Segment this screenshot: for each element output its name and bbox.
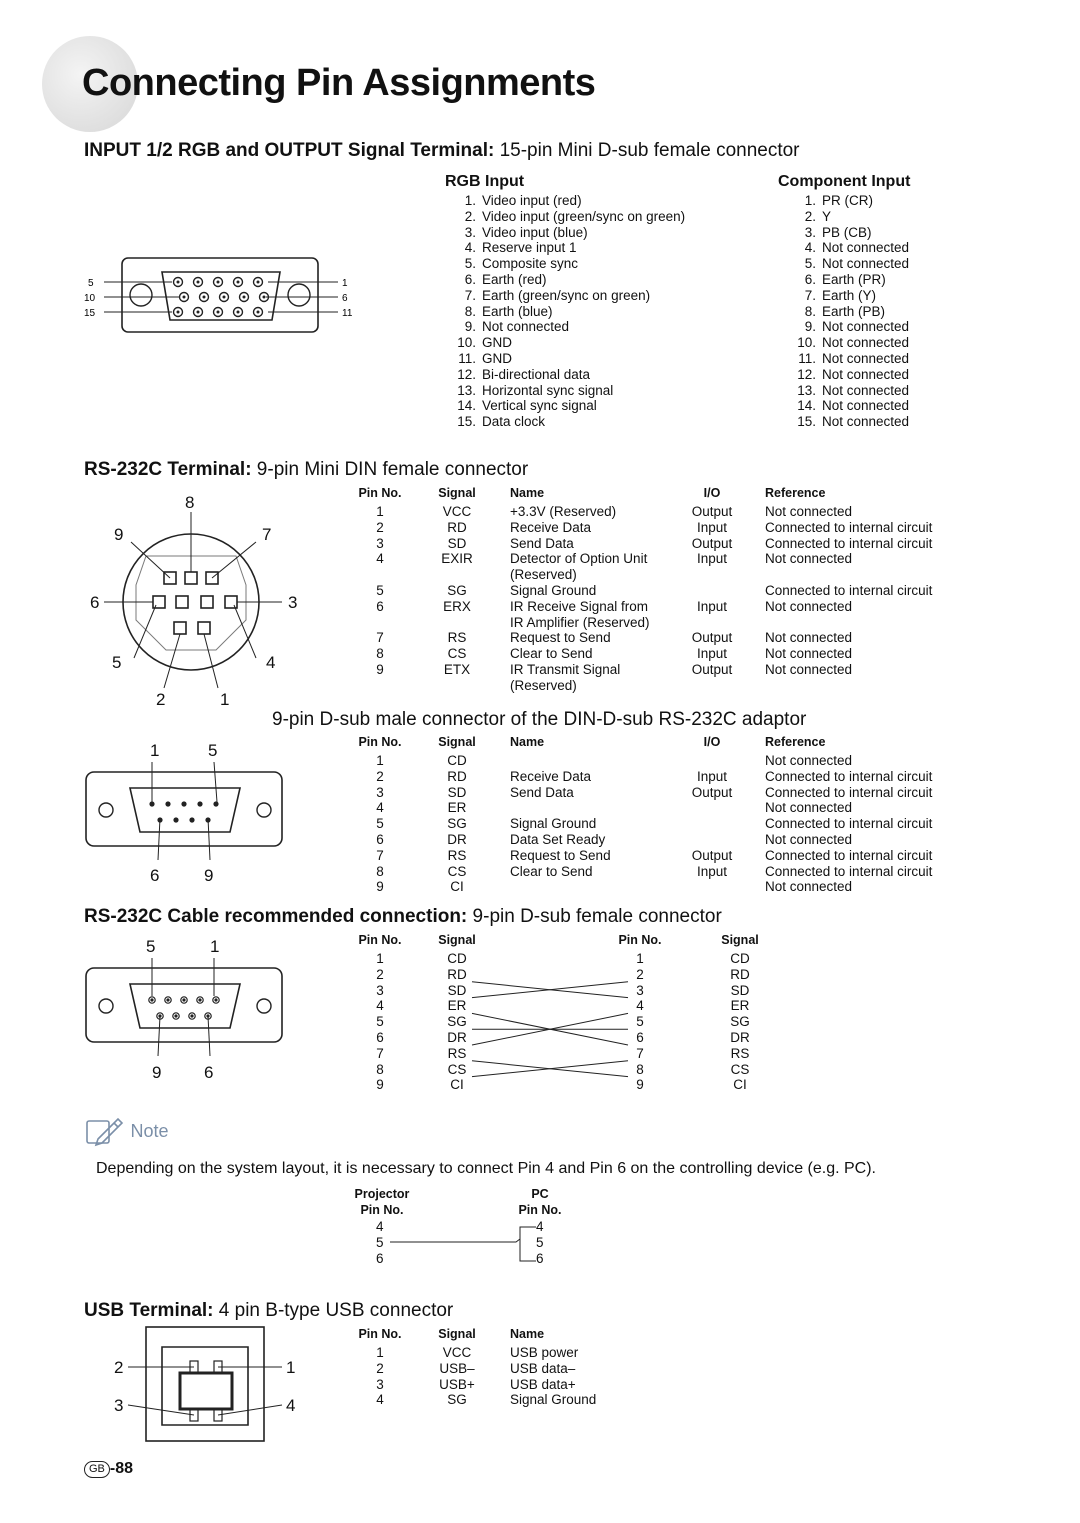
cable-cell: 6: [376, 1030, 384, 1045]
cable-cell: 5: [376, 1014, 384, 1030]
rgb-input-item-label: Not connected: [482, 319, 570, 335]
cable-cell: 4: [636, 998, 644, 1014]
cable-cell: 1: [636, 951, 644, 966]
cable-heading-bold: RS-232C Cable recommended connection:: [84, 906, 468, 927]
rs232-din-header: Signal: [438, 486, 476, 500]
component-input-item-label: PB (CB): [822, 224, 872, 240]
dsub-adaptor-cell: 9: [376, 879, 384, 895]
component-input-item-number: 5.: [804, 256, 816, 272]
vga-label-5: 5: [88, 278, 94, 289]
din-label-9: 9: [114, 525, 124, 544]
cable-cell: 8: [376, 1061, 384, 1077]
dsub-adaptor-cell: SG: [447, 816, 467, 832]
region-badge: GB: [84, 1461, 110, 1478]
cable-cell: SD: [447, 982, 467, 998]
rgb-input-item-label: GND: [482, 335, 512, 351]
vga-label-1: 1: [342, 278, 348, 289]
rs232-din-cell: Output: [691, 630, 733, 646]
usb-label-4: 4: [286, 1396, 296, 1415]
rgb-input-item: [446, 367, 685, 383]
dsub-adaptor-cell: CS: [447, 863, 467, 879]
vga-heading: [84, 140, 800, 162]
usb-cell: 1: [376, 1345, 384, 1360]
rs232-din-cell: Input: [696, 598, 728, 614]
dsub-male-diagram: [84, 740, 284, 895]
dsub-adaptor-cell: DR: [447, 832, 467, 847]
usb-label-1: 1: [286, 1358, 296, 1377]
rgb-input-item-label: Bi-directional data: [482, 366, 591, 382]
rgb-input-item-label: Video input (green/sync on green): [482, 208, 686, 224]
component-input-item: [786, 240, 909, 256]
component-input-list: [786, 193, 909, 430]
dsub-adaptor-cell: 6: [376, 832, 384, 847]
cable-cell: DR: [447, 1030, 467, 1045]
component-input-item: [786, 383, 909, 399]
rs232-din-heading-bold: RS-232C Terminal:: [84, 459, 252, 480]
projector-pin: 6: [376, 1250, 384, 1266]
usb-cell: 2: [376, 1360, 384, 1376]
rs232-din-cell: 8: [376, 646, 384, 662]
cable-cell: CD: [730, 951, 750, 966]
cable-cell: SD: [730, 982, 750, 998]
cable-cell: SG: [730, 1014, 750, 1030]
component-input-item: [786, 256, 909, 272]
rgb-input-item: [446, 398, 685, 414]
cable-cell: 8: [636, 1061, 644, 1077]
component-input-item-number: 8.: [804, 303, 816, 319]
cable-cell: 2: [376, 966, 384, 982]
rgb-input-item: [446, 383, 685, 399]
dsub-adaptor-cell: RS: [447, 847, 467, 863]
rgb-input-title: RGB Input: [445, 173, 525, 190]
pc-pin: 4: [536, 1219, 544, 1234]
cable-cell: RD: [730, 966, 750, 982]
rgb-input-item: [446, 209, 685, 225]
component-input-item-number: 12.: [797, 366, 816, 382]
rgb-input-item-label: Video input (blue): [482, 224, 588, 240]
component-input-item-label: Not connected: [822, 319, 910, 335]
pc-header-line2: Pin No.: [518, 1203, 562, 1217]
note-label: Note: [130, 1121, 169, 1142]
rs232-din-cell: 9: [376, 662, 384, 677]
component-input-item-label: Earth (PR): [822, 271, 886, 287]
component-input-item-label: Not connected: [822, 240, 910, 256]
usb-heading-rest: 4 pin B-type USB connector: [213, 1300, 454, 1321]
projector-header: [346, 1186, 418, 1218]
dsub-female-pins: [149, 997, 219, 1019]
cable-cell: 3: [376, 982, 384, 998]
cable-heading: [84, 906, 722, 928]
component-input-title: Component Input: [778, 173, 911, 190]
projector-header-line2: Pin No.: [360, 1203, 404, 1217]
rs232-din-cell: Output: [691, 662, 733, 677]
cable-cell: RS: [730, 1045, 750, 1061]
rgb-input-item: [446, 319, 685, 335]
rgb-input-item: [446, 272, 685, 288]
usb-heading-bold: USB Terminal:: [84, 1300, 214, 1321]
din-label-5: 5: [112, 653, 122, 672]
dsub-adaptor-cell: 8: [376, 863, 384, 879]
cable-cell: 5: [636, 1014, 644, 1030]
cable-cell: CD: [447, 951, 467, 966]
rgb-input-item-number: 6.: [464, 271, 476, 287]
rgb-input-item-label: Video input (red): [482, 193, 582, 208]
page-title: Connecting Pin Assignments: [82, 62, 596, 104]
rs232-din-cell: 3: [376, 535, 384, 551]
projector-pins: [376, 1219, 384, 1266]
component-input-item: [786, 319, 909, 335]
usb-header: Pin No.: [358, 1327, 402, 1341]
dsub-adaptor-cell: 4: [376, 800, 384, 816]
rs232-din-cell: 7: [376, 630, 384, 646]
cable-cell: 7: [376, 1045, 384, 1061]
rgb-input-item-number: 9.: [464, 319, 476, 335]
pc-loopback-wiring: [390, 1219, 540, 1269]
rs232-din-cell: 5: [376, 583, 384, 598]
dsub-adaptor-cell: Output: [691, 847, 733, 863]
rgb-input-item-number: 5.: [464, 256, 476, 272]
rs232-din-cell: Input: [696, 646, 728, 662]
rs232-din-cell: CS: [447, 646, 467, 662]
component-input-item-label: Not connected: [822, 366, 910, 382]
cable-cell: CI: [450, 1077, 464, 1093]
rgb-input-item-label: Earth (blue): [482, 303, 553, 319]
dsub-adaptor-cell: ER: [447, 800, 467, 816]
component-input-item-number: 9.: [804, 319, 816, 335]
usb-header: Signal: [438, 1327, 476, 1341]
dsub-adaptor-cell: 3: [376, 784, 384, 800]
cable-cell: CI: [733, 1077, 747, 1093]
vga-label-15: 15: [84, 308, 96, 319]
rgb-input-item-number: 11.: [458, 350, 476, 366]
usb-cell: USB+: [439, 1376, 475, 1392]
cable-cell: 3: [636, 982, 644, 998]
usb-cell: VCC: [442, 1345, 472, 1360]
component-input-item: [786, 193, 909, 209]
dsub-adaptor-cell: CD: [447, 753, 467, 768]
dsub-adaptor-cell: RD: [447, 768, 467, 784]
cable-header: Pin No.: [358, 933, 402, 947]
rgb-input-item-label: Data clock: [482, 414, 546, 430]
mini-din-diagram: [86, 490, 316, 720]
usb-cell: USB–: [439, 1360, 475, 1376]
din-label-6: 6: [90, 593, 100, 612]
cable-cell: 4: [376, 998, 384, 1014]
component-input-item-number: 15.: [797, 414, 816, 430]
vga-heading-rest: 15-pin Mini D-sub female connector: [494, 140, 800, 161]
dsub-label-6: 6: [150, 866, 160, 885]
usb-cell: SG: [447, 1392, 467, 1408]
cable-header: Pin No.: [618, 933, 662, 947]
vga-label-11: 11: [342, 308, 353, 319]
dsub-adaptor-heading: 9-pin D-sub male connector of the DIN-D-sub RS-232C adaptor: [272, 709, 807, 730]
cable-label-9: 9: [152, 1063, 162, 1082]
cable-cell: ER: [447, 998, 467, 1014]
usb-cell: 3: [376, 1376, 384, 1392]
component-input-item-number: 14.: [797, 398, 816, 414]
component-input-item-label: Not connected: [822, 256, 910, 272]
rs232-din-cell: 2: [376, 519, 384, 535]
rs232-din-cell: Output: [691, 535, 733, 551]
dsub-adaptor-cell: CI: [450, 879, 464, 895]
rgb-input-item-number: 15.: [457, 414, 476, 430]
rs232-din-heading: [84, 459, 528, 481]
component-input-item: [786, 335, 909, 351]
usb-cell: 4: [376, 1392, 384, 1408]
component-input-item: [786, 367, 909, 383]
cable-label-5: 5: [146, 937, 156, 956]
cable-cell: 9: [636, 1077, 644, 1093]
rgb-input-item-number: 1.: [464, 193, 476, 208]
rgb-input-item-number: 4.: [464, 240, 476, 256]
cable-header: Signal: [721, 933, 759, 947]
dsub-adaptor-cell: Input: [696, 768, 728, 784]
page-number: [84, 1460, 133, 1478]
rgb-input-item: [446, 288, 685, 304]
usb-b-diagram: [110, 1325, 310, 1450]
rs232-din-cell: 1: [376, 504, 384, 519]
component-input-item-number: 3.: [804, 224, 816, 240]
din-label-4: 4: [266, 653, 276, 672]
rgb-input-item-label: Horizontal sync signal: [482, 382, 614, 398]
component-input-item: [786, 351, 909, 367]
cable-cell: 9: [376, 1077, 384, 1093]
component-input-item-label: Y: [822, 208, 832, 224]
projector-pin: 5: [376, 1234, 384, 1250]
rgb-input-item-number: 13.: [457, 382, 476, 398]
rgb-input-item-number: 7.: [464, 287, 476, 303]
cable-wiring-lines: [470, 958, 630, 1103]
cable-cell: RD: [447, 966, 467, 982]
component-input-item: [786, 304, 909, 320]
rs232-din-cell: 4: [376, 551, 384, 567]
din-label-1: 1: [220, 690, 230, 709]
dsub-adaptor-cell: 2: [376, 768, 384, 784]
dsub-female-diagram: [84, 936, 284, 1091]
component-input-item: [786, 414, 909, 430]
rgb-input-item-label: Vertical sync signal: [482, 398, 597, 414]
rgb-input-item: [446, 193, 685, 209]
cable-cell: 1: [376, 951, 384, 966]
note-text: Depending on the system layout, it is necessary to connect Pin 4 and Pin 6 on the controlling device (e.g. PC).: [96, 1160, 876, 1177]
component-input-item-label: Earth (PB): [822, 303, 886, 319]
component-input-item-label: Not connected: [822, 350, 910, 366]
dsub-label-9: 9: [204, 866, 214, 885]
vga-heading-bold: INPUT 1/2 RGB and OUTPUT Signal Terminal:: [84, 140, 495, 161]
dsub-adaptor-cell: Input: [696, 863, 728, 879]
rgb-input-item: [446, 414, 685, 430]
component-input-item: [786, 398, 909, 414]
rs232-din-cell: Output: [691, 504, 733, 519]
vga-connector-diagram: [84, 250, 364, 345]
cable-cell: 7: [636, 1045, 644, 1061]
pc-pin: 5: [536, 1234, 544, 1250]
component-input-item-number: 4.: [804, 240, 816, 256]
component-input-item-label: Not connected: [822, 414, 910, 430]
cable-cell: 2: [636, 966, 644, 982]
cable-cell: RS: [447, 1045, 467, 1061]
rgb-input-item: [446, 351, 685, 367]
rs232-din-cell: SG: [447, 583, 467, 598]
cable-cell: DR: [730, 1030, 750, 1045]
rs232-din-cell: 6: [376, 598, 384, 614]
vga-connector-svg: [84, 250, 364, 340]
rgb-input-item-label: Reserve input 1: [482, 240, 577, 256]
cable-label-1: 1: [210, 937, 220, 956]
component-input-item: [786, 209, 909, 225]
dsub-adaptor-cell: Output: [691, 784, 733, 800]
component-input-item-label: PR (CR): [822, 193, 873, 208]
dsub-adaptor-cell: 7: [376, 847, 384, 863]
din-label-2: 2: [156, 690, 166, 709]
vga-label-6: 6: [342, 293, 348, 304]
usb-heading: [84, 1300, 453, 1322]
cable-header: Signal: [438, 933, 476, 947]
component-input-item-number: 11.: [798, 350, 816, 366]
rgb-input-item: [446, 256, 685, 272]
rgb-input-item-label: Composite sync: [482, 256, 579, 272]
rgb-input-list: [446, 193, 685, 430]
rs232-din-cell: SD: [447, 535, 467, 551]
din-label-8: 8: [185, 493, 195, 512]
dsub-adaptor-cell: 1: [376, 753, 384, 768]
rs232-din-cell: ETX: [443, 662, 471, 677]
component-input-item-label: Not connected: [822, 382, 910, 398]
cable-cell: CS: [730, 1061, 750, 1077]
din-label-7: 7: [262, 525, 272, 544]
rgb-input-item-number: 10.: [457, 335, 476, 351]
rgb-input-item-number: 8.: [464, 303, 476, 319]
rgb-input-item-number: 3.: [464, 224, 476, 240]
pencil-icon: [84, 1115, 126, 1151]
rs232-din-cell: Input: [696, 519, 728, 535]
cable-cell: SG: [447, 1014, 467, 1030]
projector-pin: 4: [376, 1219, 384, 1234]
pc-header-line1: PC: [531, 1187, 549, 1201]
rs232-din-cell: ERX: [443, 598, 471, 614]
projector-header-line1: Projector: [354, 1187, 410, 1201]
page-number-text: -88: [109, 1460, 134, 1477]
cable-label-6: 6: [204, 1063, 214, 1082]
dsub-adaptor-cell: 5: [376, 816, 384, 832]
rs232-din-cell: VCC: [442, 504, 472, 519]
component-input-item-number: 2.: [804, 208, 816, 224]
component-input-item-number: 10.: [797, 335, 816, 351]
usb-label-2: 2: [114, 1358, 124, 1377]
vga-pins: [174, 278, 269, 317]
rgb-input-item: [446, 240, 685, 256]
usb-label-3: 3: [114, 1396, 124, 1415]
rs232-din-cell: RD: [447, 519, 467, 535]
component-input-item-label: Not connected: [822, 335, 910, 351]
rs232-din-cell: RS: [447, 630, 467, 646]
component-input-item: [786, 288, 909, 304]
rgb-input-item: [446, 304, 685, 320]
rs232-din-cell: EXIR: [441, 551, 473, 567]
pc-header: [508, 1186, 572, 1218]
cable-cell: 6: [636, 1030, 644, 1045]
rgb-input-item-number: 14.: [457, 398, 476, 414]
cable-cell: ER: [730, 998, 750, 1014]
rgb-input-item: [446, 225, 685, 241]
dsub-adaptor-header: Signal: [438, 735, 476, 749]
component-input-item-number: 6.: [804, 271, 816, 287]
rgb-input-item-label: Earth (red): [482, 271, 547, 287]
rs232-din-header: Pin No.: [358, 486, 402, 500]
rs232-din-header: I/O: [703, 486, 721, 500]
rs232-din-cell: Input: [696, 551, 728, 567]
dsub-label-1: 1: [150, 741, 160, 760]
pc-pin: 6: [536, 1250, 544, 1266]
component-input-item-label: Earth (Y): [822, 287, 877, 303]
rgb-input-item: [446, 335, 685, 351]
component-input-item-number: 13.: [797, 382, 816, 398]
dsub-adaptor-header: Pin No.: [358, 735, 402, 749]
cable-cell: CS: [447, 1061, 467, 1077]
rgb-input-item-label: Earth (green/sync on green): [482, 287, 651, 303]
dsub-adaptor-header: I/O: [703, 735, 721, 749]
dsub-adaptor-cell: SD: [447, 784, 467, 800]
vga-label-10: 10: [84, 293, 96, 304]
dsub-label-5: 5: [208, 741, 218, 760]
component-input-item: [786, 225, 909, 241]
component-input-item: [786, 272, 909, 288]
component-input-item-number: 1.: [804, 193, 816, 208]
rgb-input-item-number: 2.: [464, 208, 476, 224]
cable-heading-rest: 9-pin D-sub female connector: [467, 906, 722, 927]
rgb-input-item-number: 12.: [457, 366, 476, 382]
rs232-din-heading-rest: 9-pin Mini DIN female connector: [251, 459, 529, 480]
rgb-input-item-label: GND: [482, 350, 512, 366]
component-input-item-label: Not connected: [822, 398, 910, 414]
note-header: [84, 1115, 168, 1151]
din-label-3: 3: [288, 593, 298, 612]
component-input-item-number: 7.: [804, 287, 816, 303]
